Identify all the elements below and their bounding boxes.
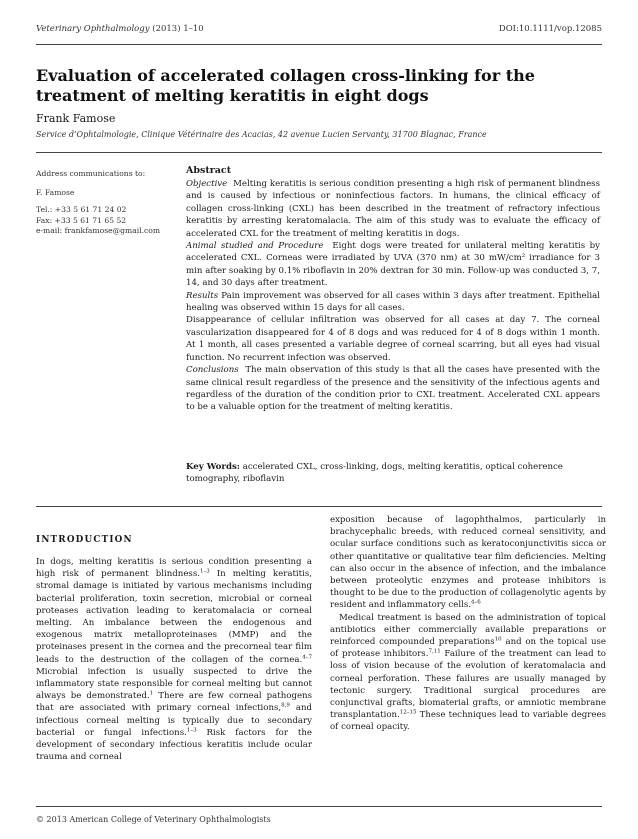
address-fax: Fax: +33 5 61 71 65 52 [36,215,127,225]
abstract-heading: Abstract [186,165,232,176]
address-email[interactable]: e-mail: frankfamose@gmail.com [36,226,161,236]
abstract-results [186,290,600,315]
citation-ref[interactable]: 8,9 [281,702,290,709]
address-label: Address communications to: [36,169,146,178]
copyright-notice: © 2013 American College of Veterinary Ophthalmologists [36,815,271,824]
keywords-label: Key Words: [186,462,240,472]
address-tel: Tel.: +33 5 61 71 24 02 [36,205,127,215]
abstract-procedure [186,240,600,290]
running-header [36,24,602,38]
author-name: Frank Famose [36,112,116,125]
intro-paragraph-2 [330,612,606,734]
results-text-1: Pain improvement was observed for all cases within 3 days after treatment. Epithelial healing was observed within 15 days for all cases. [186,290,601,314]
citation-ref[interactable]: 12–15 [399,709,417,716]
abstract-conclusions [186,364,600,414]
intro-p3-text: Medical treatment is based on the administration of topical antibiotics either commercially available preparations or reinforced compounded preparations [330,612,606,648]
abstract-results-continued: Disappearance of cellular infiltration was observed for all cases at day 7. The corneal vascularization disappeared for 4 of 8 dogs and was reduced for 4 of 8 dogs within 1 month. At 1 month, all cases presented a variable degree of corneal scarring, but all eyes had visual function. No recurrent infection was observed. [186,315,600,363]
address-name: F. Famose [36,187,75,197]
citation-ref[interactable]: 1 [149,690,154,697]
intro-p1-text: Risk factors for the development of secondary infectious keratitis include ocular trauma and corneal [36,727,312,763]
keywords-text: accelerated CXL, cross-linking, dogs, melting keratitis, optical coherence tomography, riboflavin [186,462,563,485]
intro-p3-text: These techniques lead to variable degrees of corneal opacity. [330,710,606,733]
intro-p3-text: and on the topical use of protease inhibitors. [330,637,606,660]
citation-ref[interactable]: 4–6 [470,599,481,606]
intro-paragraph-1 [36,556,312,763]
footer-rule [36,806,602,807]
citation-ref[interactable]: 1–3 [186,727,197,734]
article-title: Evaluation of accelerated collagen cross-linking for the treatment of melting keratitis in eight dogs [36,66,535,105]
keywords [186,461,600,486]
intro-p1-text: and infectious corneal melting is typically due to secondary bacterial or fungal infections. [36,703,312,738]
conclusions-label: Conclusions [186,365,239,376]
journal-citation [36,24,204,34]
citation-ref[interactable]: 10 [494,636,502,643]
journal-year-pages: (2013) 1–10 [152,24,204,34]
intro-p3-text: Failure of the treatment can lead to loss of vision because of the evolution of keratomalacia and corneal perforation. These failures are usually managed by tectonic surgery. Traditional surgical procedures are conjunctival grafts, biomaterial grafts, or amniotic membrane transplantation. [330,649,606,721]
results-label: Results [186,290,219,301]
objective-label: Objective [186,179,228,189]
citation-ref[interactable]: 1–3 [199,568,210,575]
intro-p1-text: In melting keratitis, stromal damage is initiated by various mechanisms including bacterial proliferation, toxin secretion, microbial or corneal proteases activation leading to keratomalacia or corneal melting. An imbalance between the endogenous and exogenous matrix metalloproteinases (MMP) and the proteinases present in the cornea and the precorneal tear film leads to the destruction of the collagen of the cornea. [36,569,312,665]
author-affiliation: Service d’Ophtalmologie, Clinique Vétérinaire des Acacias, 42 avenue Lucien Servanty, 31700 Blagnac, France [36,130,487,139]
journal-name: Veterinary Ophthalmology [36,24,150,34]
procedure-label: Animal studied and Procedure [186,241,324,252]
correspondence-address [36,169,176,237]
body-column-right [330,514,606,734]
intro-p2-text: exposition because of lagophthalmos, particularly in brachycephalic breeds, with reduced corneal sensitivity, and ocular surface conditions such as keratoconjunctivitis sicca or other quantitative or qualitative tear film deficiencies. Melting can also occur in the absence of infection, and the imbalance between proteolytic enzymes and protease inhibitors is thought to be due to the production of collagenolytic agents by resident and inflammatory cells. [330,515,606,611]
doi[interactable]: DOI:10.1111/vop.12085 [498,24,602,34]
body-column-left [36,514,312,763]
intro-paragraph-1-continued [330,514,606,612]
conclusions-text: The main observation of this study is that all the cases have presented with the same clinical result regardless of the presence and the sensitivity of the infectious agents and regardless of the duration of the condition prior to CXL treatment. Accelerated CXL appears to be a valuable option for the treatment of melting keratitis. [186,365,600,413]
intro-p1-text: Microbial infection is usually suspected to drive the inflammatory state responsible for corneal melting but cannot always be demonstrated. [36,666,312,702]
objective-text: Melting keratitis is serious condition presenting a high risk of permanent blindness and is caused by infectious or noninfectious factors. In humans, the clinical efficacy of collagen cross-linking (CXL) has been described in the treatment of refractory infectious keratitis by arresting keratomalacia. The aim of this study was to evaluate the efficacy of accelerated CXL for the treatment of melting keratitis in dogs. [186,179,601,239]
intro-p1-text: There are few corneal pathogens that are associated with primary corneal infections, [36,691,312,714]
procedure-text: Eight dogs were treated for unilateral melting keratitis by accelerated CXL. Corneas were irradiated by UVA (370 nm) at 30 mW/cm² irradiance for 3 min after soaking by 0.1% riboflavin in 20% dextran for 30 min. Follow-up was conducted 3, 7, 14, and 30 days after treatment. [186,241,600,289]
affiliation-rule [36,152,602,153]
header-rule [36,44,602,45]
introduction-heading: INTRODUCTION [36,535,133,545]
citation-ref[interactable]: 4–7 [302,654,312,661]
abstract-rule [36,506,602,507]
abstract-objective [186,178,600,240]
abstract [186,165,600,414]
citation-ref[interactable]: 7,11 [428,648,441,655]
intro-p1-text: In dogs, melting keratitis is serious condition presenting a high risk of permanent blindness. [36,557,312,580]
